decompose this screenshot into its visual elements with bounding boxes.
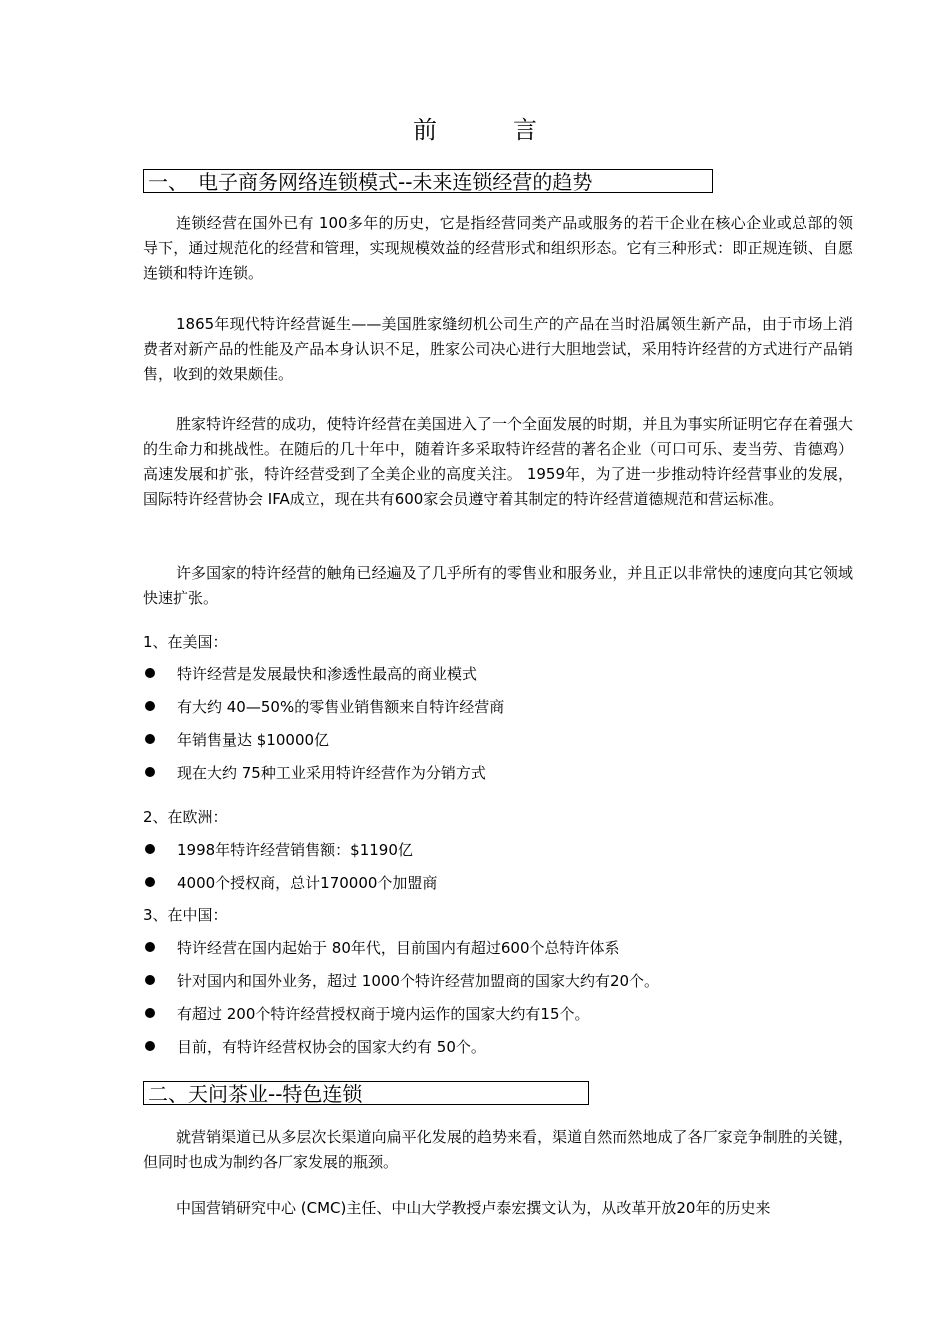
bullet-icon bbox=[145, 942, 155, 952]
list-item: 针对国内和国外业务，超过 1000个特许经营加盟商的国家大约有20个。 bbox=[143, 969, 659, 994]
list-item: 4000个授权商，总计170000个加盟商 bbox=[143, 871, 437, 896]
list-item: 目前，有特许经营权协会的国家大约有 50个。 bbox=[143, 1035, 486, 1060]
paragraph-5: 就营销渠道已从多层次长渠道向扁平化发展的趋势来看，渠道自然而然地成了各厂家竞争制胜的关键，但同时也成为制约各厂家发展的瓶颈。 bbox=[143, 1128, 853, 1171]
bullet-icon bbox=[145, 1008, 155, 1018]
bullet-icon bbox=[145, 975, 155, 985]
bullet-icon bbox=[145, 668, 155, 678]
subheading-europe: 2、在欧洲： bbox=[143, 808, 228, 826]
subheading-usa: 1、在美国： bbox=[143, 633, 228, 651]
list-item: 1998年特许经营销售额：$1190亿 bbox=[143, 838, 413, 863]
bullet-icon bbox=[145, 734, 155, 744]
bullet-icon bbox=[145, 1041, 155, 1051]
bullet-icon bbox=[145, 701, 155, 711]
section-heading-1: 一、 电子商务网络连锁模式--未来连锁经营的趋势 bbox=[143, 169, 713, 193]
bullet-icon bbox=[145, 767, 155, 777]
list-item: 有大约 40—50%的零售业销售额来自特许经营商 bbox=[143, 695, 504, 720]
paragraph-6: 中国营销研究中心 (CMC)主任、中山大学教授卢泰宏撰文认为，从改革开放20年的历史来 bbox=[176, 1199, 771, 1217]
page-title: 前 言 bbox=[413, 116, 563, 144]
list-item: 特许经营是发展最快和渗透性最高的商业模式 bbox=[143, 662, 477, 687]
list-item: 现在大约 75种工业采用特许经营作为分销方式 bbox=[143, 761, 486, 786]
list-item: 特许经营在国内起始于 80年代，目前国内有超过600个总特许体系 bbox=[143, 936, 620, 961]
bullet-icon bbox=[145, 844, 155, 854]
section-heading-2: 二、天问茶业--特色连锁 bbox=[143, 1081, 589, 1105]
paragraph-4: 许多国家的特许经营的触角已经遍及了几乎所有的零售业和服务业，并且正以非常快的速度向其它领域快速扩张。 bbox=[143, 564, 853, 607]
bullet-icon bbox=[145, 877, 155, 887]
paragraph-1: 连锁经营在国外已有 100多年的历史，它是指经营同类产品或服务的若干企业在核心企业或总部的领导下，通过规范化的经营和管理，实现规模效益的经营形式和组织形态。它有三种形式：即正规连锁、自愿连锁和特许连锁。 bbox=[143, 214, 853, 282]
subheading-china: 3、在中国： bbox=[143, 906, 228, 924]
list-item: 有超过 200个特许经营授权商于境内运作的国家大约有15个。 bbox=[143, 1002, 590, 1027]
list-item: 年销售量达 $10000亿 bbox=[143, 728, 329, 753]
paragraph-3: 胜家特许经营的成功，使特许经营在美国进入了一个全面发展的时期，并且为事实所证明它存在着强大的生命力和挑战性。在随后的几十年中，随着许多采取特许经营的著名企业（可口可乐、麦当劳、肯德鸡）高速发展和扩张，特许经营受到了全美企业的高度关注。 1959年，为了进一步推动特许经营事业的发展，国际特许经营协会 IFA成立，现在共有600家会员遵守着其制定的特许经营道德规范和营运标准。 bbox=[143, 415, 853, 508]
paragraph-2: 1865年现代特许经营诞生——美国胜家缝纫机公司生产的产品在当时沿属领生新产品，由于市场上消费者对新产品的性能及产品本身认识不足，胜家公司决心进行大胆地尝试，采用特许经营的方式进行产品销售，收到的效果颇佳。 bbox=[143, 315, 853, 383]
